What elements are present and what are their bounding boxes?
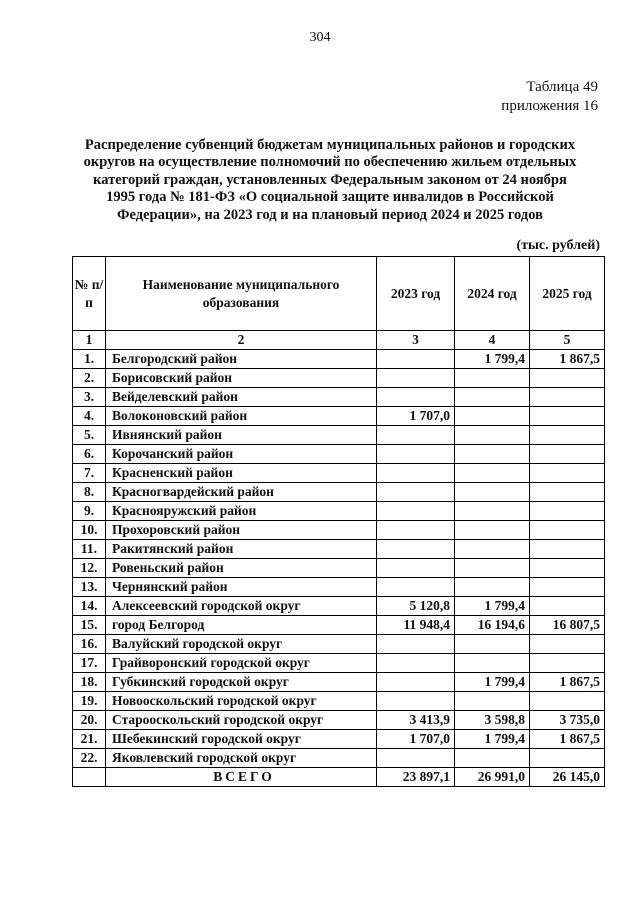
value-2025: [530, 502, 605, 521]
municipality-name: Старооскольский городской округ: [106, 711, 377, 730]
column-index: 4: [455, 331, 530, 350]
value-2023: 1 707,0: [377, 407, 455, 426]
value-2025: [530, 369, 605, 388]
municipality-name: Прохоровский район: [106, 521, 377, 540]
total-2024: 26 991,0: [455, 768, 530, 787]
municipality-name: Вейделевский район: [106, 388, 377, 407]
table-reference: [501, 78, 598, 116]
municipality-name: Новооскольский городской округ: [106, 692, 377, 711]
table-row: [73, 369, 605, 388]
row-number: 1.: [73, 350, 106, 369]
total-2025: 26 145,0: [530, 768, 605, 787]
value-2025: 16 807,5: [530, 616, 605, 635]
value-2024: [455, 635, 530, 654]
municipality-name: Красненский район: [106, 464, 377, 483]
municipality-name: Красногвардейский район: [106, 483, 377, 502]
row-number: 12.: [73, 559, 106, 578]
header-num: № п/п: [73, 257, 106, 331]
table-row: [73, 673, 605, 692]
table-row: [73, 616, 605, 635]
value-2025: [530, 388, 605, 407]
row-number: 16.: [73, 635, 106, 654]
value-2025: [530, 483, 605, 502]
table-row: [73, 559, 605, 578]
municipality-name: Чернянский район: [106, 578, 377, 597]
row-number: 3.: [73, 388, 106, 407]
table-row: [73, 654, 605, 673]
value-2024: [455, 426, 530, 445]
municipality-name: Волоконовский район: [106, 407, 377, 426]
column-index: 2: [106, 331, 377, 350]
value-2024: [455, 654, 530, 673]
row-number: 8.: [73, 483, 106, 502]
value-2024: 1 799,4: [455, 350, 530, 369]
value-2024: 1 799,4: [455, 730, 530, 749]
municipality-name: Белгородский район: [106, 350, 377, 369]
value-2024: [455, 464, 530, 483]
table-row: [73, 540, 605, 559]
table-reference-line-1: Таблица 49: [526, 79, 598, 95]
value-2023: [377, 635, 455, 654]
table-row: [73, 407, 605, 426]
title-line-3: категорий граждан, установленных Федеральным законом от 24 ноября: [93, 171, 567, 188]
municipality-name: Корочанский район: [106, 445, 377, 464]
value-2023: 1 707,0: [377, 730, 455, 749]
table-row: [73, 426, 605, 445]
row-number: 19.: [73, 692, 106, 711]
row-number: 15.: [73, 616, 106, 635]
table-row: [73, 445, 605, 464]
value-2024: [455, 369, 530, 388]
value-2023: [377, 521, 455, 540]
value-2025: [530, 521, 605, 540]
value-2025: 1 867,5: [530, 350, 605, 369]
municipality-name: Ракитянский район: [106, 540, 377, 559]
page-number: 304: [309, 30, 331, 45]
table-row: [73, 635, 605, 654]
value-2024: [455, 559, 530, 578]
row-number: 6.: [73, 445, 106, 464]
document-title: [60, 137, 600, 224]
column-index: 1: [73, 331, 106, 350]
table-reference-line-2: приложения 16: [501, 98, 598, 114]
row-number: 5.: [73, 426, 106, 445]
value-2024: [455, 502, 530, 521]
row-number: 20.: [73, 711, 106, 730]
municipality-name: Ивнянский район: [106, 426, 377, 445]
value-2023: [377, 502, 455, 521]
value-2023: [377, 464, 455, 483]
value-2023: [377, 692, 455, 711]
value-2025: [530, 464, 605, 483]
column-index: 3: [377, 331, 455, 350]
table-row: [73, 730, 605, 749]
value-2024: [455, 692, 530, 711]
total-num-cell: [73, 768, 106, 787]
value-2025: 3 735,0: [530, 711, 605, 730]
title-line-4: 1995 года № 181-ФЗ «О социальной защите инвалидов в Российской: [106, 189, 554, 206]
total-label: ВСЕГО: [106, 768, 377, 787]
value-2023: [377, 540, 455, 559]
value-2024: [455, 483, 530, 502]
municipality-name: Алексеевский городской округ: [106, 597, 377, 616]
table-row: [73, 578, 605, 597]
value-2023: [377, 350, 455, 369]
title-line-1: Распределение субвенций бюджетам муниципальных районов и городских: [84, 137, 576, 153]
value-2025: [530, 749, 605, 768]
value-2024: [455, 578, 530, 597]
row-number: 9.: [73, 502, 106, 521]
row-number: 7.: [73, 464, 106, 483]
value-2023: [377, 654, 455, 673]
value-2024: [455, 445, 530, 464]
row-number: 18.: [73, 673, 106, 692]
row-number: 14.: [73, 597, 106, 616]
table-row: [73, 692, 605, 711]
municipality-name: Грайворонский городской округ: [106, 654, 377, 673]
table-row: [73, 464, 605, 483]
row-number: 17.: [73, 654, 106, 673]
value-2025: [530, 559, 605, 578]
municipality-name: город Белгород: [106, 616, 377, 635]
municipality-name: Ровеньский район: [106, 559, 377, 578]
value-2024: [455, 521, 530, 540]
row-number: 10.: [73, 521, 106, 540]
table-body: [73, 331, 605, 768]
value-2024: [455, 388, 530, 407]
row-number: 4.: [73, 407, 106, 426]
table-row: [73, 388, 605, 407]
table-header-row: [73, 257, 605, 331]
value-2025: [530, 578, 605, 597]
table-row: [73, 597, 605, 616]
value-2023: [377, 483, 455, 502]
row-number: 21.: [73, 730, 106, 749]
row-number: 11.: [73, 540, 106, 559]
value-2024: 3 598,8: [455, 711, 530, 730]
header-name: Наименование муниципального образования: [106, 257, 377, 331]
table-row: [73, 502, 605, 521]
value-2023: [377, 578, 455, 597]
subsidy-table: [72, 256, 605, 787]
row-number: 2.: [73, 369, 106, 388]
header-2025: 2025 год: [530, 257, 605, 331]
value-2024: 16 194,6: [455, 616, 530, 635]
value-2024: [455, 749, 530, 768]
value-2025: [530, 692, 605, 711]
value-2024: 1 799,4: [455, 673, 530, 692]
value-2023: 3 413,9: [377, 711, 455, 730]
title-line-2: округов на осуществление полномочий по обеспечению жильем отдельных: [83, 154, 577, 171]
value-2023: [377, 559, 455, 578]
title-line-5: Федерации», на 2023 год и на плановый период 2024 и 2025 годов: [117, 206, 543, 223]
value-2025: [530, 407, 605, 426]
header-2024: 2024 год: [455, 257, 530, 331]
table-row: [73, 521, 605, 540]
value-2025: [530, 635, 605, 654]
value-2023: 11 948,4: [377, 616, 455, 635]
value-2023: [377, 673, 455, 692]
value-2025: [530, 426, 605, 445]
value-2023: [377, 369, 455, 388]
municipality-name: Шебекинский городской округ: [106, 730, 377, 749]
table-row: [73, 483, 605, 502]
municipality-name: Валуйский городской округ: [106, 635, 377, 654]
value-2025: 1 867,5: [530, 730, 605, 749]
column-index-row: [73, 331, 605, 350]
value-2025: [530, 445, 605, 464]
value-2024: [455, 407, 530, 426]
value-2024: 1 799,4: [455, 597, 530, 616]
table-row: [73, 350, 605, 369]
row-number: 22.: [73, 749, 106, 768]
value-2025: [530, 597, 605, 616]
municipality-name: Краснояружский район: [106, 502, 377, 521]
value-2025: [530, 540, 605, 559]
value-2025: [530, 654, 605, 673]
value-2023: 5 120,8: [377, 597, 455, 616]
value-2023: [377, 426, 455, 445]
municipality-name: Яковлевский городской округ: [106, 749, 377, 768]
units-label: (тыс. рублей): [516, 238, 600, 253]
value-2023: [377, 388, 455, 407]
table-row: [73, 711, 605, 730]
value-2023: [377, 749, 455, 768]
column-index: 5: [530, 331, 605, 350]
total-2023: 23 897,1: [377, 768, 455, 787]
municipality-name: Борисовский район: [106, 369, 377, 388]
value-2025: 1 867,5: [530, 673, 605, 692]
header-2023: 2023 год: [377, 257, 455, 331]
table-row: [73, 749, 605, 768]
municipality-name: Губкинский городской округ: [106, 673, 377, 692]
total-row: [73, 768, 605, 787]
row-number: 13.: [73, 578, 106, 597]
value-2024: [455, 540, 530, 559]
value-2023: [377, 445, 455, 464]
